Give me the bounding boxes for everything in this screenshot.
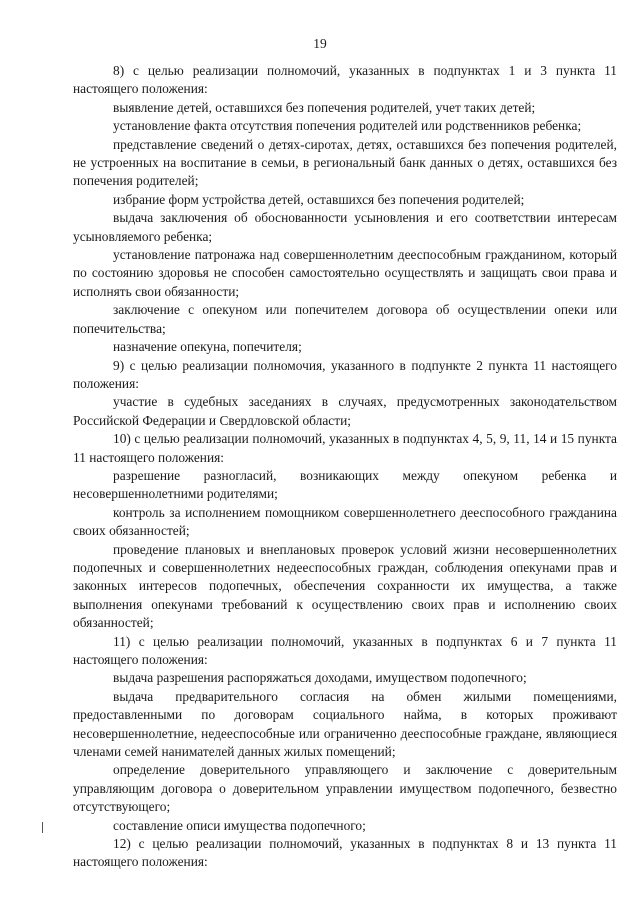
paragraph: выдача заключения об обоснованности усыновления и его соответствии интересам усыновляемого ребенка; — [73, 210, 617, 244]
page-number: 19 — [313, 36, 327, 51]
paragraph: контроль за исполнением помощником совершеннолетнего дееспособного гражданина своих обязанностей; — [73, 504, 617, 539]
paragraph: выявление детей, оставшихся без попечения родителей, учет таких детей; — [113, 99, 536, 115]
paragraph: выдача предварительного согласия на обмен жилыми помещениями, предоставленными по договорам социального найма, в которых проживают несовершеннолетние, недееспособные или ограниченно дееспособные граждане, являющиеся членами семей нанимателей данных жилых помещений; — [73, 688, 617, 760]
paragraph: избрание форм устройства детей, оставшихся без попечения родителей; — [113, 191, 525, 207]
paragraph: проведение плановых и внеплановых проверок условий жизни несовершеннолетних подопечных и совершеннолетних недееспособных граждан, соблюдения опекунами прав и законных интересов подопечных, обеспечения сохранности их имущества, а также выполнения опекунами требований к осуществлению своих прав и исполнению своих обязанностей; — [73, 541, 617, 631]
paragraph: 9) с целью реализации полномочия, указанного в подпункте 2 пункта 11 настоящего положения: — [73, 357, 617, 391]
document-body — [73, 62, 617, 872]
paragraph: 8) с целью реализации полномочий, указанных в подпунктах 1 и 3 пункта 11 настоящего положения: — [73, 63, 617, 97]
paragraph: представление сведений о детях-сиротах, детях, оставшихся без попечения родителей, не устроенных на воспитание в семьи, в региональный банк данных о детях, оставшихся без попечения родителей; — [73, 136, 617, 189]
paragraph: установление факта отсутствия попечения родителей или родственников ребенка; — [113, 118, 582, 134]
paragraph: определение доверительного управляющего и заключение с доверительным управляющим договора о доверительном управлении имуществом подопечного, безвестно отсутствующего; — [73, 762, 617, 815]
paragraph: 10) с целью реализации полномочий, указанных в подпунктах 4, 5, 9, 11, 14 и 15 пункта 11 настоящего положения: — [73, 431, 617, 465]
paragraph: назначение опекуна, попечителя; — [113, 339, 302, 355]
paragraph: 11) с целью реализации полномочий, указанных в подпунктах 6 и 7 пункта 11 настоящего положения: — [73, 633, 617, 667]
paragraph: разрешение разногласий, возникающих между опекуном ребенка и несовершеннолетними родителями; — [73, 467, 617, 502]
paragraph: участие в судебных заседаниях в случаях, предусмотренных законодательством Российской Федерации и Свердловской области; — [73, 394, 617, 428]
paragraph: установление патронажа над совершеннолетним дееспособным гражданином, который по состоянию здоровья не способен самостоятельно осуществлять и защищать свои права и исполнять свои обязанности; — [73, 247, 617, 299]
paragraph: заключение с опекуном или попечителем договора об осуществлении опеки или попечительства; — [73, 302, 617, 336]
paragraph: 12) с целью реализации полномочий, указанных в подпунктах 8 и 13 пункта 11 настоящего положения: — [73, 836, 617, 870]
paragraph: составление описи имущества подопечного; — [113, 817, 366, 833]
margin-mark — [42, 822, 43, 833]
paragraph: выдача разрешения распоряжаться доходами, имуществом подопечного; — [113, 670, 527, 686]
